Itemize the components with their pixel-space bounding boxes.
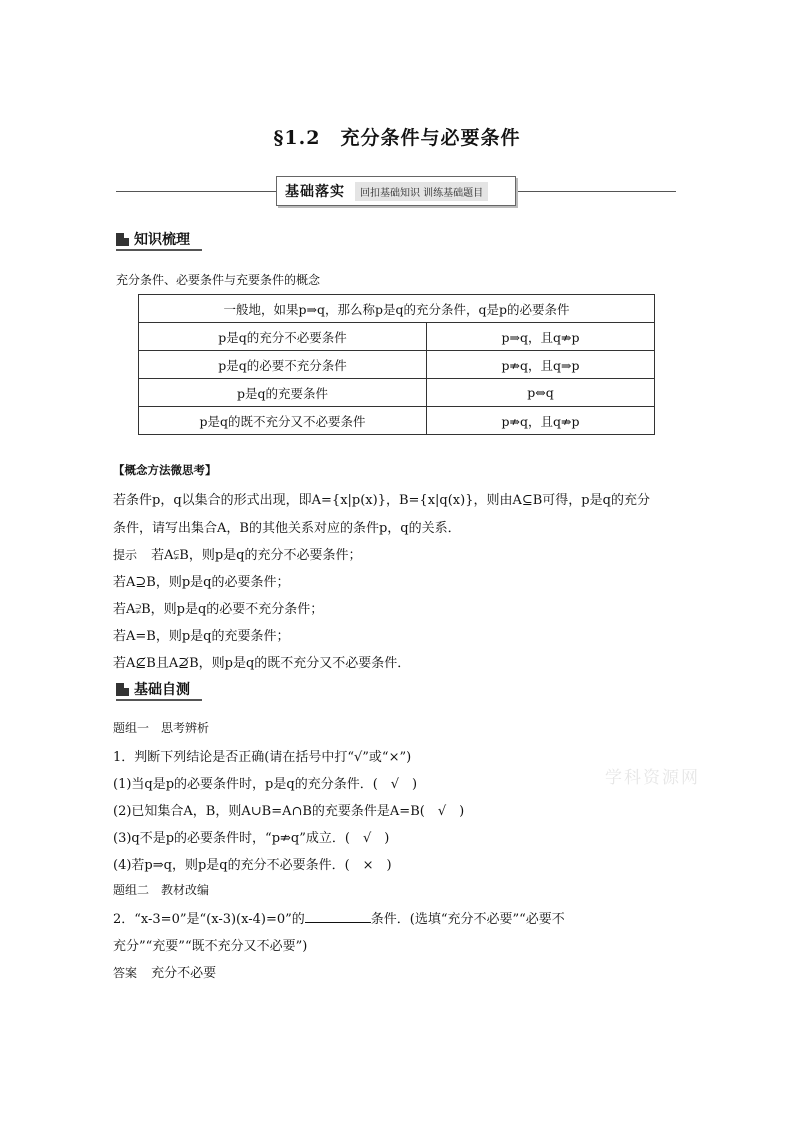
question-1-item: (3)q不是p的必要条件时，“p⇏q”成立．( √ )	[113, 831, 390, 846]
table-cell-relation: p⇏q，且q⇏p	[427, 407, 655, 435]
section-underline	[116, 249, 202, 251]
question-1-item: (1)当q是p的必要条件时，p是q的充分条件．( √ )	[113, 777, 418, 792]
section-square-icon	[116, 683, 129, 696]
table-cell-relation: p⇔q	[427, 379, 655, 407]
watermark: 学科资源网	[605, 768, 700, 788]
page-title: §1.2 充分条件与必要条件	[273, 127, 521, 149]
group2-label: 题组二 教材改编	[113, 883, 210, 897]
answer-text: 充分不必要	[151, 966, 217, 981]
question-2-text-rest: 条件．(选填“充分不必要”“必要不	[370, 912, 565, 927]
group1-label: 题组一 思考辨析	[113, 721, 210, 735]
section-heading-knowledge	[116, 229, 190, 249]
answer-line	[113, 962, 216, 981]
section-banner	[276, 176, 516, 206]
table-row	[139, 407, 655, 435]
concept-table	[138, 294, 655, 435]
question-2-line2: 充分”“充要”“既不充分又不必要”)	[113, 939, 308, 954]
table-cell-condition: p是q的必要不充分条件	[139, 351, 427, 379]
think-question-line2: 条件，请写出集合A，B的其他关系对应的条件p，q的关系．	[113, 521, 461, 536]
section-square-icon	[116, 233, 129, 246]
question-1-item: (2)已知集合A，B，则A∪B=A∩B的充要条件是A=B( √ )	[113, 804, 465, 819]
hint-line3: 若A⫌B，则p是q的必要不充分条件；	[113, 602, 324, 617]
question-2-line1	[113, 908, 565, 927]
section-title: 基础自测	[134, 682, 190, 698]
answer-label: 答案	[113, 966, 138, 980]
table-cell-condition: p是q的充要条件	[139, 379, 427, 407]
hint-line5: 若A⊈B且A⊉B，则p是q的既不充分又不必要条件．	[113, 656, 411, 671]
section-underline	[116, 699, 202, 701]
banner-title: 基础落实	[285, 184, 345, 200]
question-2-text: 2．“x-3=0”是“(x-3)(x-4)=0”的	[113, 912, 305, 927]
question-1-item: (4)若p⇒q，则p是q的充分不必要条件．( × )	[113, 858, 392, 873]
table-cell-relation: p⇏q，且q⇒p	[427, 351, 655, 379]
intro-text: 充分条件、必要条件与充要条件的概念	[116, 273, 321, 287]
section-heading-selftest	[116, 679, 190, 699]
banner-divider-right	[518, 191, 676, 192]
banner-subtitle: 回扣基础知识 训练基础题目	[355, 182, 488, 201]
table-row	[139, 379, 655, 407]
question-1: 1．判断下列结论是否正确(请在括号中打“√”或“×”)	[113, 750, 412, 765]
hint-label: 提示	[113, 548, 138, 562]
think-label: 【概念方法微思考】	[113, 463, 217, 477]
table-header-row	[139, 295, 655, 323]
table-cell-relation: p⇒q，且q⇏p	[427, 323, 655, 351]
think-question-line1: 若条件p，q以集合的形式出现，即A={x|p(x)}，B={x|q(x)}，则由A⊆B可得，p是q的充分	[113, 493, 650, 508]
table-cell-condition: p是q的既不充分又不必要条件	[139, 407, 427, 435]
section-title: 知识梳理	[134, 232, 190, 248]
hint-line1	[113, 544, 361, 563]
hint-line2: 若A⊇B，则p是q的必要条件；	[113, 575, 290, 590]
table-header-cell: 一般地，如果p⇒q，那么称p是q的充分条件，q是p的必要条件	[139, 295, 655, 323]
table-row	[139, 351, 655, 379]
answer-blank	[305, 910, 371, 923]
table-cell-condition: p是q的充分不必要条件	[139, 323, 427, 351]
hint-line4: 若A=B，则p是q的充要条件；	[113, 629, 290, 644]
banner-divider-left	[116, 191, 276, 192]
table-row	[139, 323, 655, 351]
hint-text: 若A⫋B，则p是q的充分不必要条件；	[151, 548, 362, 563]
